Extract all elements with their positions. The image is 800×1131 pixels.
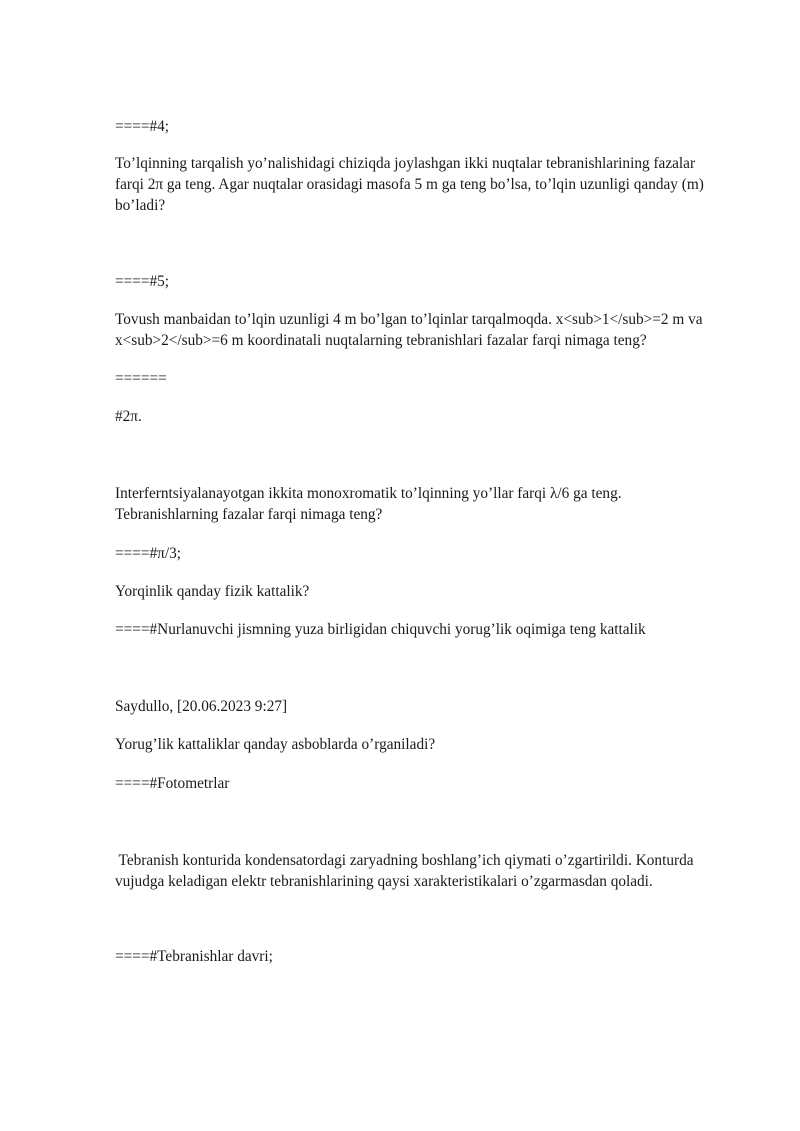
- answer-2pi: #2π.: [115, 408, 142, 425]
- answer-marker-5: ====#5;: [115, 273, 170, 290]
- question-4-line-1: To’lqinning tarqalish yo’nalishidagi chiziqda joylashgan ikki nuqtalar tebranishlarining fazalar: [115, 155, 696, 172]
- separator-line: ======: [115, 370, 167, 387]
- answer-marker-4: ====#4;: [115, 118, 170, 135]
- answer-pi-3: ====#π/3;: [115, 545, 182, 562]
- question-circuit-line-1: Tebranish konturida kondensatordagi zaryadning boshlang’ich qiymati o’zgartirildi. Konturda: [115, 852, 694, 869]
- answer-brightness: ====#Nurlanuvchi jismning yuza birligidan chiquvchi yorug’lik oqimiga teng kattalik: [115, 621, 646, 638]
- question-instruments: Yorug’lik kattaliklar qanday asboblarda o’rganiladi?: [115, 736, 436, 753]
- author-timestamp: Saydullo, [20.06.2023 9:27]: [115, 698, 288, 715]
- question-circuit-line-2: vujudga keladigan elektr tebranishlarining qaysi xarakteristikalari o’zgarmasdan qoladi.: [115, 873, 653, 890]
- question-5-line-2: x<sub>2</sub>=6 m koordinatali nuqtalarning tebranishlari fazalar farqi nimaga teng?: [115, 332, 647, 349]
- question-5-line-1: Tovush manbaidan to’lqin uzunligi 4 m bo’lgan to’lqinlar tarqalmoqda. x<sub>1</sub>=2 m va: [115, 311, 703, 328]
- question-brightness: Yorqinlik qanday fizik kattalik?: [115, 583, 310, 600]
- answer-photometers: ====#Fotometrlar: [115, 775, 230, 792]
- question-interference-line-1: Interferntsiyalanayotgan ikkita monoxromatik to’lqinning yo’llar farqi λ/6 ga teng.: [115, 485, 622, 502]
- answer-oscillation-period: ====#Tebranishlar davri;: [115, 948, 273, 965]
- question-4-line-2: farqi 2π ga teng. Agar nuqtalar orasidagi masofa 5 m ga teng bo’lsa, to’lqin uzunligi qanday (m): [115, 176, 704, 193]
- question-4-line-3: bo’ladi?: [115, 197, 166, 214]
- question-interference-line-2: Tebranishlarning fazalar farqi nimaga teng?: [115, 506, 383, 523]
